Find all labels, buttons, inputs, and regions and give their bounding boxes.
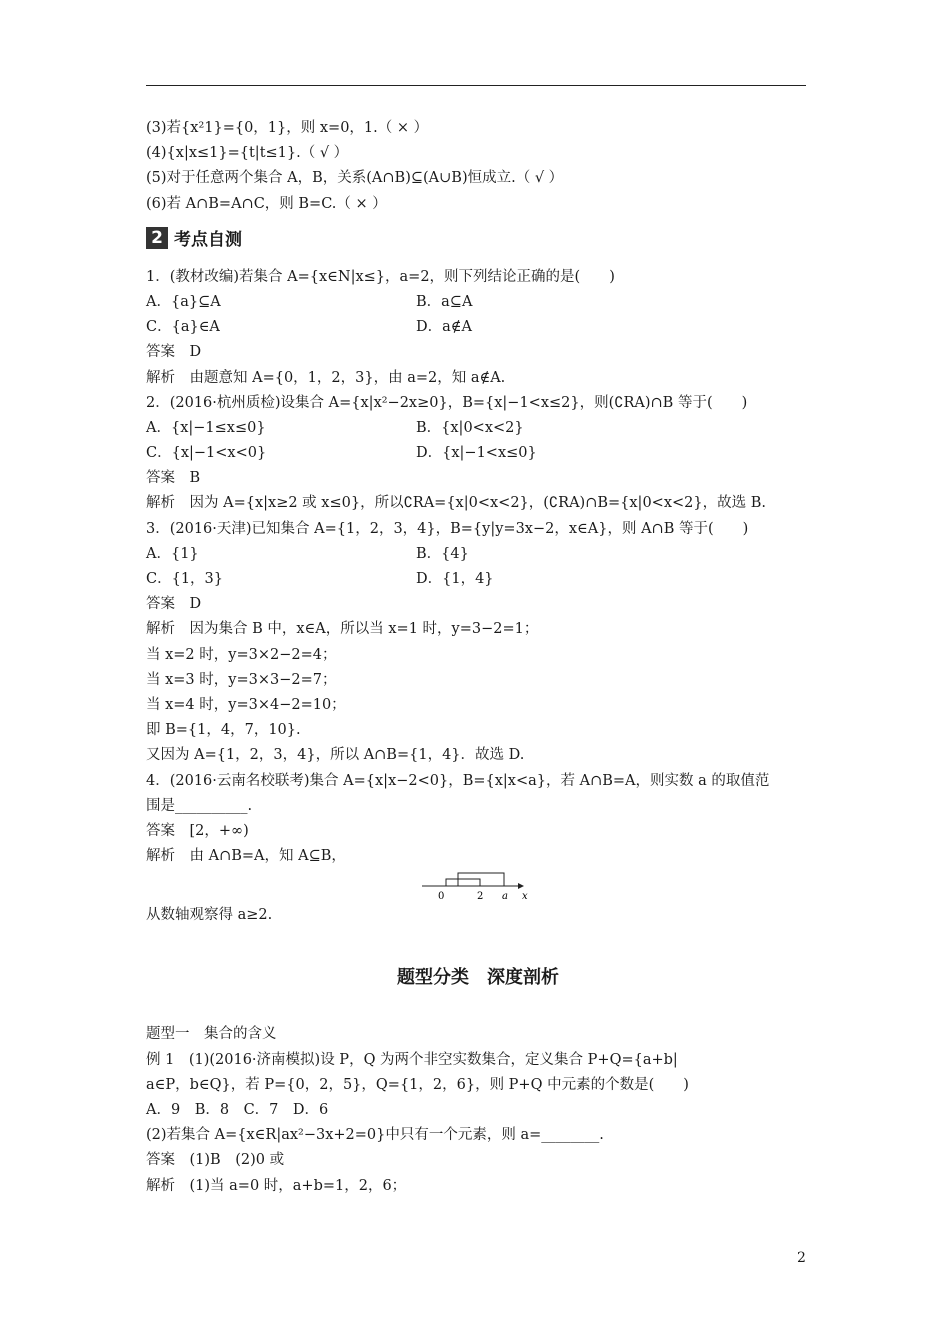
number-line-diagram — [418, 869, 538, 903]
q2-options-row2 — [146, 441, 810, 466]
example-stem-3: (2)若集合 A={x∈R|ax²−3x+2=0}中只有一个元素，则 a=________. — [146, 1127, 604, 1144]
q3-stem: 3．(2016·天津)已知集合 A={1，2，3，4}，B={y|y=3x−2，x∈A}，则 A∩B 等于( ) — [146, 520, 749, 537]
q1-option-b: B．a⊆A — [416, 293, 473, 310]
example-stem-1: 例 1 (1)(2016·济南模拟)设 P，Q 为两个非空实数集合，定义集合 P+Q={a+b| — [146, 1051, 678, 1068]
q3-answer: 答案 D — [146, 596, 202, 613]
q3-option-c: C．{1，3} — [146, 571, 223, 587]
q4-analysis: 解析 由 A∩B=A，知 A⊆B， — [146, 848, 346, 865]
q4-stem-1: 4．(2016·云南名校联考)集合 A={x|x−2<0}，B={x|x<a}，若 A∩B=A，则实数 a 的取值范 — [146, 772, 770, 789]
q3-options-row1 — [146, 542, 810, 567]
q2-option-a: A．{x|−1≤x≤0} — [146, 419, 266, 436]
q3-option-b: B．{4} — [416, 545, 469, 562]
q4-conclusion: 从数轴观察得 a≥2. — [146, 907, 273, 924]
axis-label-a: a — [502, 891, 508, 903]
q2-options-row1 — [146, 416, 810, 441]
q2-analysis: 解析 因为 A={x|x≥2 或 x≤0}，所以∁RA={x|0<x<2}，(∁RA)∩B={x|0<x<2}，故选 B. — [146, 495, 766, 512]
section-heading — [146, 223, 810, 253]
example-analysis: 解析 (1)当 a=0 时，a+b=1，2，6； — [146, 1177, 407, 1194]
q3-analysis-2: 当 x=2 时，y=3×2−2=4； — [146, 646, 337, 663]
q1-stem: 1．(教材改编)若集合 A={x∈N|x≤}，a=2，则下列结论正确的是( ) — [146, 268, 615, 285]
q1-answer: 答案 D — [146, 344, 202, 361]
q3-analysis-5: 即 B={1，4，7，10}. — [146, 722, 301, 739]
part-title: 题型分类 深度剖析 — [397, 967, 559, 989]
example-answer: 答案 (1)B (2)0 或 — [146, 1152, 285, 1169]
section-title: 考点自测 — [174, 230, 242, 251]
q4-stem-2: 围是__________. — [146, 797, 253, 814]
section-number-badge: 2 — [146, 227, 168, 249]
judgment-3: (3)若{x²1}={0，1}，则 x=0，1.（ × ） — [146, 120, 429, 136]
q3-analysis-1: 解析 因为集合 B 中，x∈A，所以当 x=1 时，y=3−2=1； — [146, 621, 539, 638]
q1-option-d: D．a∉A — [416, 319, 472, 336]
q3-analysis-3: 当 x=3 时，y=3×3−2=7； — [146, 671, 337, 688]
number-line-figure — [146, 869, 810, 903]
q2-option-b: B．{x|0<x<2} — [416, 419, 524, 436]
q1-options-row2 — [146, 315, 810, 340]
q3-analysis-6: 又因为 A={1，2，3，4}，所以 A∩B={1，4}．故选 D. — [146, 747, 525, 764]
axis-label-0: 0 — [438, 891, 445, 903]
q1-analysis: 解析 由题意知 A={0，1，2，3}，由 a=2，知 a∉A. — [146, 369, 506, 386]
axis-label-2: 2 — [477, 891, 484, 903]
axis-label-x: x — [522, 891, 528, 903]
q3-option-a: A．{1} — [146, 545, 199, 562]
type-heading: 题型一 集合的含义 — [146, 1026, 277, 1043]
example-options: A．9 B．8 C．7 D．6 — [146, 1102, 329, 1118]
q1-option-a: A．{a}⊆A — [146, 293, 221, 310]
judgment-4: (4){x|x≤1}={t|t≤1}.（ √ ） — [146, 145, 349, 162]
header-rule — [146, 85, 806, 86]
q2-option-d: D．{x|−1<x≤0} — [416, 445, 537, 462]
q2-answer: 答案 B — [146, 470, 201, 487]
judgment-5: (5)对于任意两个集合 A，B，关系(A∩B)⊆(A∪B)恒成立.（ √ ） — [146, 170, 564, 187]
q1-option-c: C．{a}∈A — [146, 319, 220, 336]
q2-option-c: C．{x|−1<x<0} — [146, 445, 267, 462]
q3-options-row2 — [146, 567, 810, 592]
set-a-bracket — [446, 879, 480, 886]
example-stem-2: a∈P，b∈Q}，若 P={0，2，5}，Q={1，2，6}，则 P+Q 中元素的个数是( ) — [146, 1076, 689, 1093]
judgment-6: (6)若 A∩B=A∩C，则 B=C.（ × ） — [146, 195, 387, 212]
axis-arrow — [518, 883, 524, 889]
q1-options-row1 — [146, 290, 810, 315]
page-number: 2 — [797, 1250, 806, 1266]
q2-stem: 2．(2016·杭州质检)设集合 A={x|x²−2x≥0}，B={x|−1<x≤2}，则(∁RA)∩B 等于( ) — [146, 394, 748, 411]
q4-answer: 答案 [2，+∞) — [146, 822, 249, 839]
q3-analysis-4: 当 x=4 时，y=3×4−2=10； — [146, 696, 346, 713]
q3-option-d: D．{1，4} — [416, 571, 494, 587]
page-content — [146, 116, 810, 1199]
